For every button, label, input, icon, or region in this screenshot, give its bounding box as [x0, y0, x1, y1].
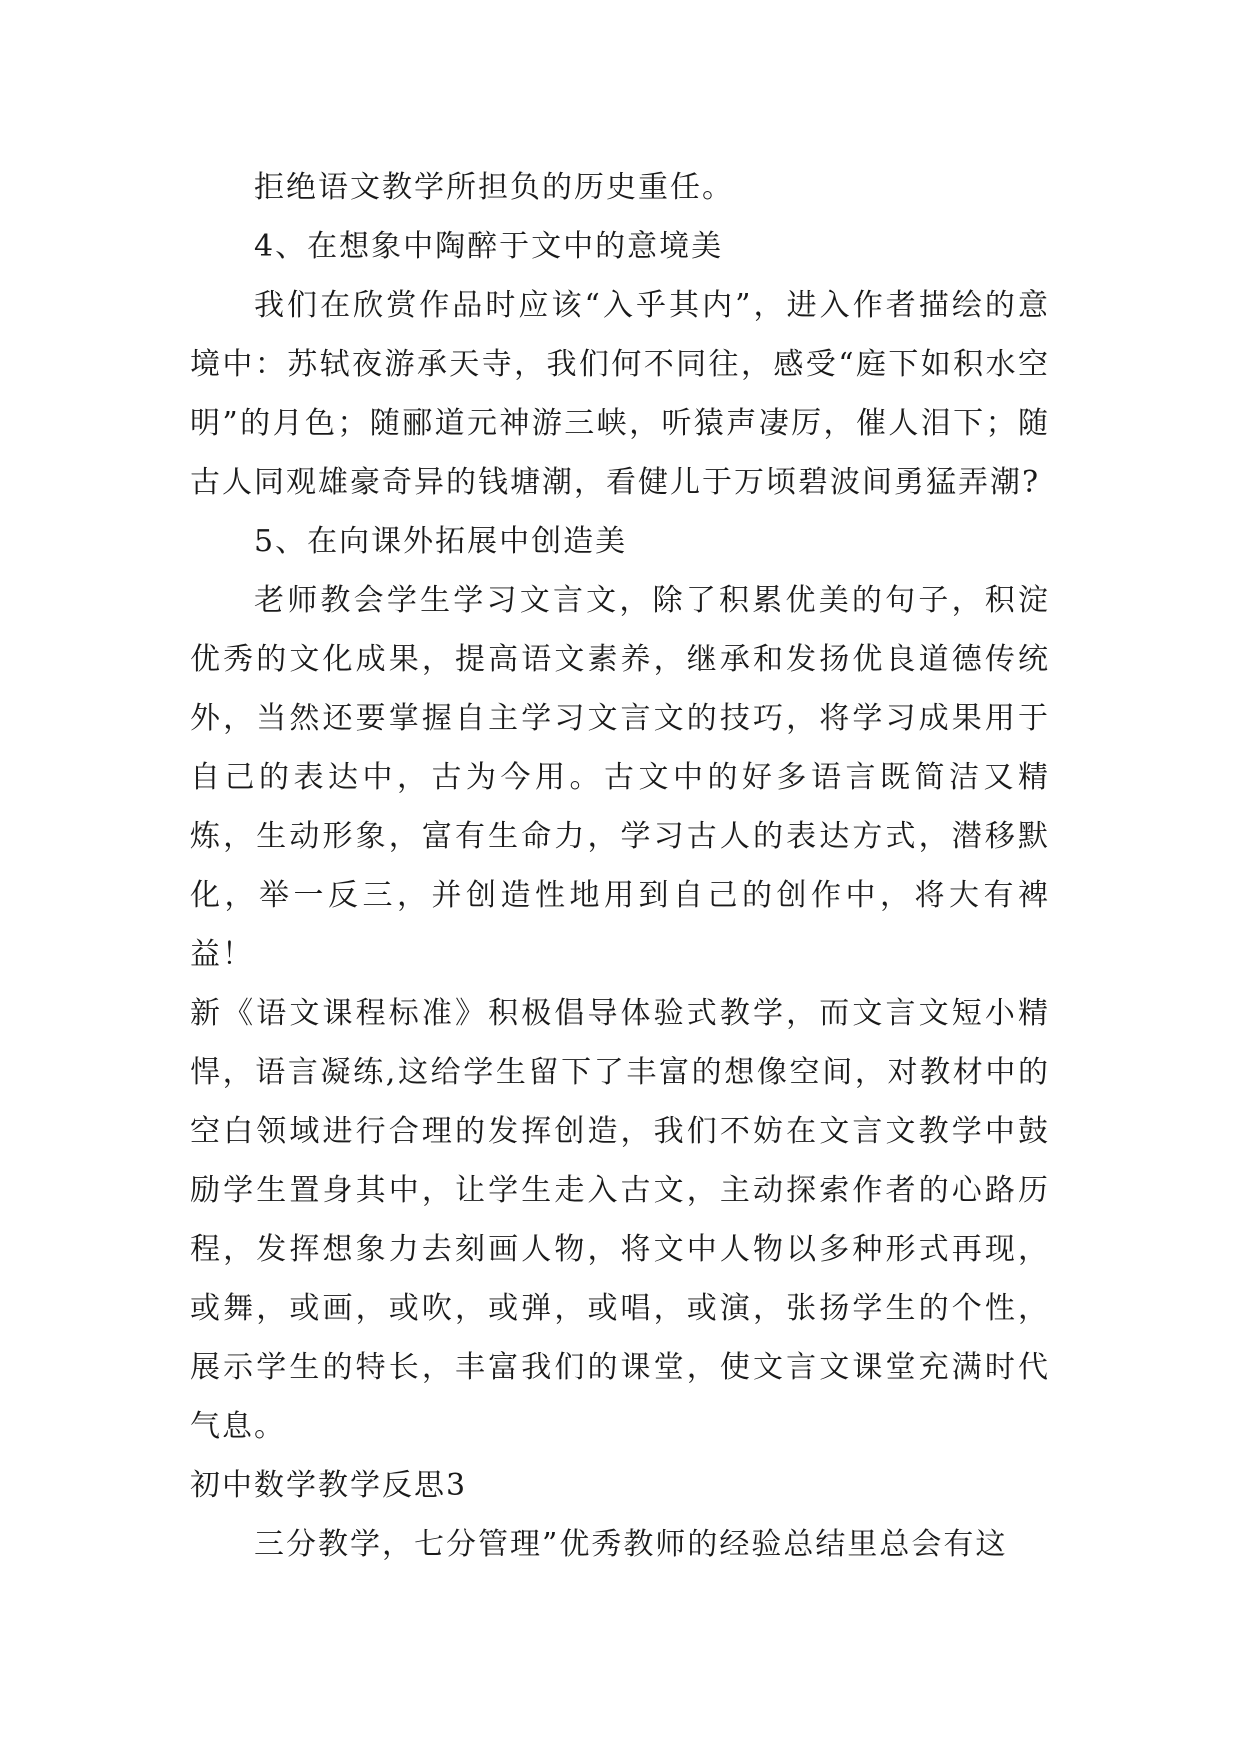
paragraph-management: 三分教学，七分管理”优秀教师的经验总结里总会有这	[254, 1527, 1008, 1562]
paragraph-continuation: 拒绝语文教学所担负的历史重任。	[254, 170, 734, 205]
section-heading-4: 4、在想象中陶醉于文中的意境美	[254, 229, 724, 264]
paragraph-imagination: 我们在欣赏作品时应该“入乎其内”，进入作者描绘的意境中：苏轼夜游承天寺，我们何不同往，感受“庭下如积水空明”的月色；随郦道元神游三峡，听猿声凄厉，催人泪下；随古人同观雄豪奇异的钱塘潮，看健儿于万顷碧波间勇猛弄潮?	[190, 288, 1050, 500]
article-title: 初中数学教学反思3	[190, 1468, 468, 1503]
section-heading-5: 5、在向课外拓展中创造美	[254, 524, 628, 559]
document-body	[190, 158, 1050, 1574]
paragraph-extension: 老师教会学生学习文言文，除了积累优美的句子，积淀优秀的文化成果，提高语文素养，继承和发扬优良道德传统外，当然还要掌握自主学习文言文的技巧，将学习成果用于自己的表达中，古为今用。古文中的好多语言既简洁又精炼，生动形象，富有生命力，学习古人的表达方式，潜移默化，举一反三，并创造性地用到自己的创作中，将大有裨益！	[190, 583, 1050, 972]
paragraph-curriculum-standard: 新《语文课程标准》积极倡导体验式教学，而文言文短小精悍，语言凝练,这给学生留下了丰富的想像空间，对教材中的空白领域进行合理的发挥创造，我们不妨在文言文教学中鼓励学生置身其中，让学生走入古文，主动探索作者的心路历程，发挥想象力去刻画人物，将文中人物以多种形式再现，或舞，或画，或吹，或弹，或唱，或演，张扬学生的个性，展示学生的特长，丰富我们的课堂，使文言文课堂充满时代气息。	[190, 996, 1050, 1444]
